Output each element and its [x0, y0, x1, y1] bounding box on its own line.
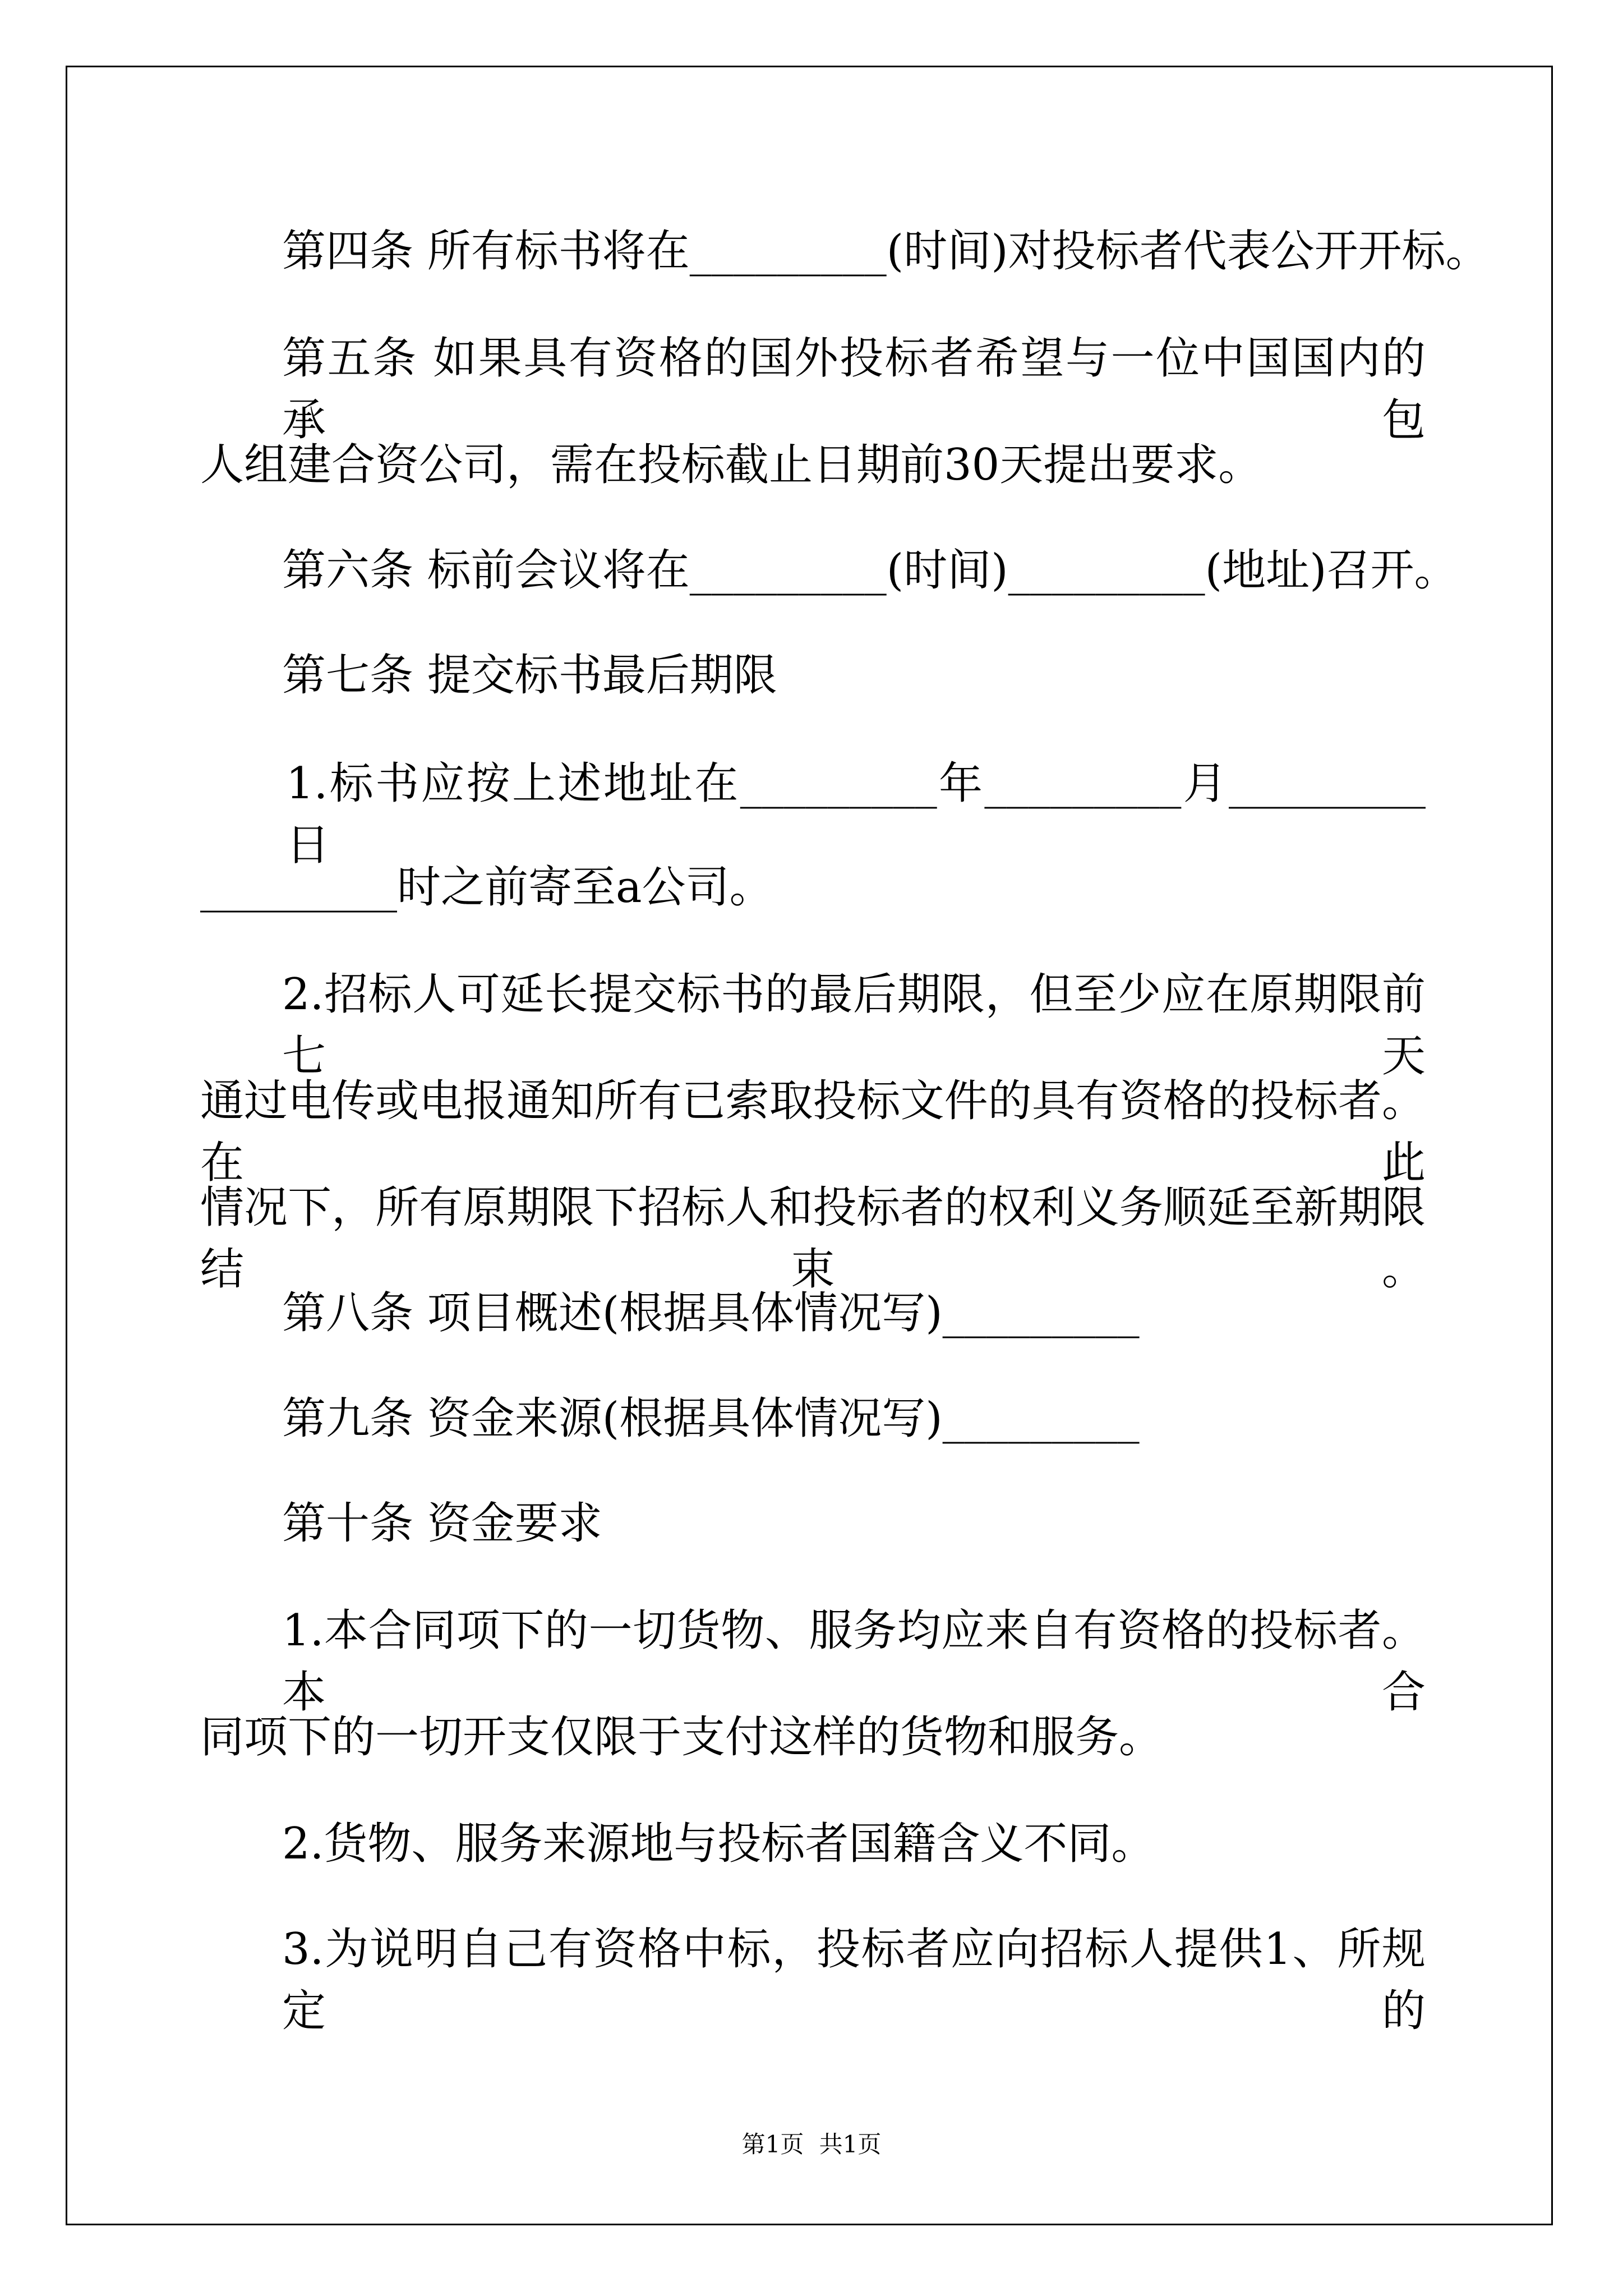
- article-5-line-1: 第五条 如果具有资格的国外投标者希望与一位中国国内的承包: [282, 333, 1426, 445]
- article-9: 第九条 资金来源(根据具体情况写)_________: [282, 1393, 1140, 1444]
- article-7-item-2-line-1: 2.招标人可延长提交标书的最后期限，但至少应在原期限前七天: [282, 969, 1426, 1082]
- article-7-heading: 第七条 提交标书最后期限: [282, 650, 777, 701]
- article-7-item-1-line-2: _________时之前寄至a公司。: [200, 862, 773, 913]
- article-8: 第八条 项目概述(根据具体情况写)_________: [282, 1288, 1140, 1338]
- article-10-item-3: 3.为说明自己有资格中标，投标者应向招标人提供1、所规定的: [282, 1924, 1426, 2036]
- article-10-item-1-line-1: 1.本合同项下的一切货物、服务均应来自有资格的投标者。本合: [282, 1605, 1426, 1718]
- article-10-item-1-line-2: 同项下的一切开支仅限于支付这样的货物和服务。: [200, 1712, 1163, 1763]
- page-footer: 第1页 共1页: [741, 2131, 882, 2158]
- article-6: 第六条 标前会议将在_________(时间)_________(地址)召开。: [282, 545, 1458, 596]
- article-4: 第四条 所有标书将在_________(时间)对投标者代表公开开标。: [282, 226, 1490, 277]
- article-10-item-2: 2.货物、服务来源地与投标者国籍含义不同。: [282, 1819, 1155, 1869]
- article-7-item-1-line-1: 1.标书应按上述地址在_________年_________月_________日: [286, 758, 1426, 871]
- article-7-item-2-line-3: 情况下，所有原期限下招标人和投标者的权利义务顺延至新期限结束。: [200, 1182, 1426, 1295]
- article-10-heading: 第十条 资金要求: [282, 1498, 602, 1549]
- article-5-line-2: 人组建合资公司，需在投标截止日期前30天提出要求。: [200, 440, 1262, 490]
- article-7-item-2-line-2: 通过电传或电报通知所有已索取投标文件的具有资格的投标者。在此: [200, 1076, 1426, 1188]
